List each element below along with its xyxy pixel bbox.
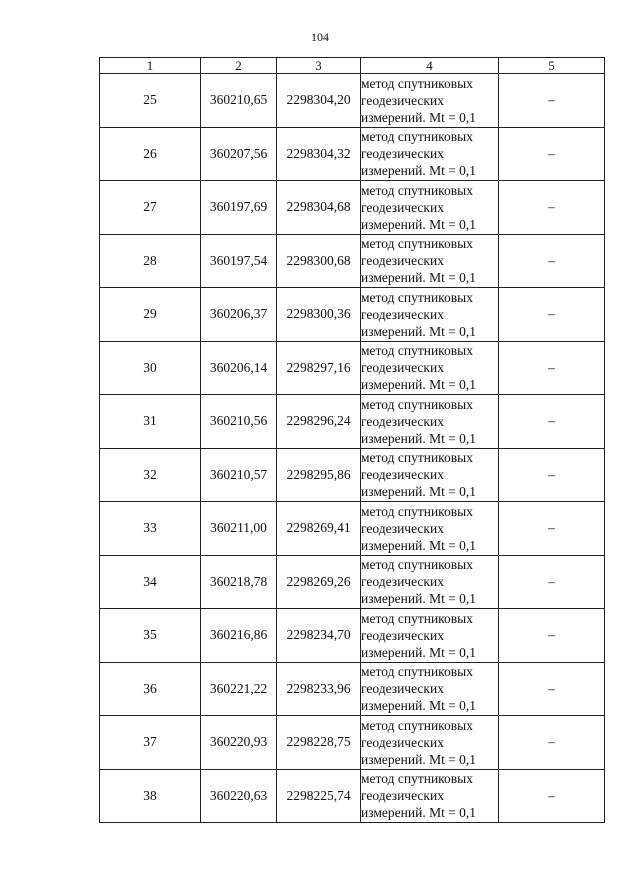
method-line: метод спутниковых bbox=[361, 182, 473, 198]
method-cell bbox=[361, 502, 499, 556]
y-coordinate-cell: 2298297,16 bbox=[277, 341, 361, 395]
x-coordinate-cell: 360211,00 bbox=[201, 502, 277, 556]
method-line: метод спутниковых bbox=[361, 771, 473, 787]
method-line: геодезических bbox=[361, 306, 444, 322]
note-cell: – bbox=[499, 609, 605, 663]
x-coordinate-cell: 360207,56 bbox=[201, 127, 277, 181]
table-row bbox=[100, 555, 605, 609]
table-row bbox=[100, 769, 605, 823]
y-coordinate-cell: 2298304,68 bbox=[277, 181, 361, 235]
note-cell: – bbox=[499, 769, 605, 823]
method-cell bbox=[361, 74, 499, 128]
x-coordinate-cell: 360210,56 bbox=[201, 395, 277, 449]
x-coordinate-cell: 360216,86 bbox=[201, 609, 277, 663]
method-line: метод спутниковых bbox=[361, 557, 473, 573]
column-header-2: 2 bbox=[201, 58, 277, 74]
table-row bbox=[100, 395, 605, 449]
method-line: измерений. Mt = 0,1 bbox=[361, 698, 477, 714]
y-coordinate-cell: 2298300,68 bbox=[277, 234, 361, 288]
x-coordinate-cell: 360220,93 bbox=[201, 716, 277, 770]
point-number-cell: 33 bbox=[100, 502, 201, 556]
note-cell: – bbox=[499, 234, 605, 288]
point-number-cell: 38 bbox=[100, 769, 201, 823]
method-line: геодезических bbox=[361, 788, 444, 804]
table-header bbox=[100, 58, 605, 74]
method-cell bbox=[361, 555, 499, 609]
table-row bbox=[100, 609, 605, 663]
note-cell: – bbox=[499, 448, 605, 502]
point-number-cell: 28 bbox=[100, 234, 201, 288]
y-coordinate-cell: 2298233,96 bbox=[277, 662, 361, 716]
method-line: метод спутниковых bbox=[361, 129, 473, 145]
method-line: измерений. Mt = 0,1 bbox=[361, 751, 477, 767]
method-line: метод спутниковых bbox=[361, 610, 473, 626]
method-line: геодезических bbox=[361, 681, 444, 697]
method-line: измерений. Mt = 0,1 bbox=[361, 644, 477, 660]
method-line: метод спутниковых bbox=[361, 236, 473, 252]
method-line: измерений. Mt = 0,1 bbox=[361, 537, 477, 553]
method-line: геодезических bbox=[361, 360, 444, 376]
method-line: измерений. Mt = 0,1 bbox=[361, 805, 477, 821]
point-number-cell: 26 bbox=[100, 127, 201, 181]
column-header-5: 5 bbox=[499, 58, 605, 74]
header-row bbox=[100, 58, 605, 74]
method-line: измерений. Mt = 0,1 bbox=[361, 270, 477, 286]
point-number-cell: 30 bbox=[100, 341, 201, 395]
note-cell: – bbox=[499, 716, 605, 770]
y-coordinate-cell: 2298269,26 bbox=[277, 555, 361, 609]
method-cell bbox=[361, 127, 499, 181]
y-coordinate-cell: 2298225,74 bbox=[277, 769, 361, 823]
method-cell bbox=[361, 181, 499, 235]
note-cell: – bbox=[499, 181, 605, 235]
method-line: измерений. Mt = 0,1 bbox=[361, 591, 477, 607]
point-number-cell: 34 bbox=[100, 555, 201, 609]
method-line: геодезических bbox=[361, 520, 444, 536]
point-number-cell: 32 bbox=[100, 448, 201, 502]
column-header-4: 4 bbox=[361, 58, 499, 74]
x-coordinate-cell: 360210,57 bbox=[201, 448, 277, 502]
x-coordinate-cell: 360210,65 bbox=[201, 74, 277, 128]
note-cell: – bbox=[499, 662, 605, 716]
method-line: геодезических bbox=[361, 253, 444, 269]
table-row bbox=[100, 288, 605, 342]
method-line: геодезических bbox=[361, 627, 444, 643]
method-line: геодезических bbox=[361, 199, 444, 215]
column-header-1: 1 bbox=[100, 58, 201, 74]
point-number-cell: 37 bbox=[100, 716, 201, 770]
table-row bbox=[100, 502, 605, 556]
page-number: 104 bbox=[311, 30, 329, 44]
point-number-cell: 27 bbox=[100, 181, 201, 235]
y-coordinate-cell: 2298296,24 bbox=[277, 395, 361, 449]
point-number-cell: 25 bbox=[100, 74, 201, 128]
point-number-cell: 35 bbox=[100, 609, 201, 663]
method-line: геодезических bbox=[361, 92, 444, 108]
method-line: измерений. Mt = 0,1 bbox=[361, 109, 477, 125]
x-coordinate-cell: 360197,54 bbox=[201, 234, 277, 288]
table-row bbox=[100, 127, 605, 181]
method-line: метод спутниковых bbox=[361, 717, 473, 733]
method-cell bbox=[361, 288, 499, 342]
method-line: геодезических bbox=[361, 734, 444, 750]
column-header-3: 3 bbox=[277, 58, 361, 74]
table-row bbox=[100, 716, 605, 770]
method-line: измерений. Mt = 0,1 bbox=[361, 163, 477, 179]
table-body bbox=[100, 74, 605, 823]
point-number-cell: 29 bbox=[100, 288, 201, 342]
method-cell bbox=[361, 341, 499, 395]
method-line: геодезических bbox=[361, 146, 444, 162]
note-cell: – bbox=[499, 395, 605, 449]
note-cell: – bbox=[499, 341, 605, 395]
method-cell bbox=[361, 395, 499, 449]
method-cell bbox=[361, 609, 499, 663]
table-row bbox=[100, 341, 605, 395]
y-coordinate-cell: 2298234,70 bbox=[277, 609, 361, 663]
method-line: метод спутниковых bbox=[361, 75, 473, 91]
method-cell bbox=[361, 716, 499, 770]
y-coordinate-cell: 2298304,20 bbox=[277, 74, 361, 128]
coordinates-table bbox=[99, 57, 605, 823]
x-coordinate-cell: 360206,37 bbox=[201, 288, 277, 342]
note-cell: – bbox=[499, 502, 605, 556]
method-line: геодезических bbox=[361, 574, 444, 590]
method-line: измерений. Mt = 0,1 bbox=[361, 216, 477, 232]
x-coordinate-cell: 360206,14 bbox=[201, 341, 277, 395]
table-row bbox=[100, 662, 605, 716]
x-coordinate-cell: 360197,69 bbox=[201, 181, 277, 235]
method-line: метод спутниковых bbox=[361, 396, 473, 412]
y-coordinate-cell: 2298295,86 bbox=[277, 448, 361, 502]
x-coordinate-cell: 360221,22 bbox=[201, 662, 277, 716]
method-line: метод спутниковых bbox=[361, 289, 473, 305]
method-cell bbox=[361, 234, 499, 288]
method-cell bbox=[361, 662, 499, 716]
method-line: измерений. Mt = 0,1 bbox=[361, 323, 477, 339]
y-coordinate-cell: 2298269,41 bbox=[277, 502, 361, 556]
x-coordinate-cell: 360220,63 bbox=[201, 769, 277, 823]
point-number-cell: 36 bbox=[100, 662, 201, 716]
method-cell bbox=[361, 448, 499, 502]
method-line: геодезических bbox=[361, 467, 444, 483]
method-line: измерений. Mt = 0,1 bbox=[361, 377, 477, 393]
method-line: геодезических bbox=[361, 413, 444, 429]
method-cell bbox=[361, 769, 499, 823]
method-line: измерений. Mt = 0,1 bbox=[361, 484, 477, 500]
table-row bbox=[100, 448, 605, 502]
table-row bbox=[100, 181, 605, 235]
note-cell: – bbox=[499, 127, 605, 181]
x-coordinate-cell: 360218,78 bbox=[201, 555, 277, 609]
note-cell: – bbox=[499, 288, 605, 342]
method-line: метод спутниковых bbox=[361, 450, 473, 466]
y-coordinate-cell: 2298304,32 bbox=[277, 127, 361, 181]
method-line: метод спутниковых bbox=[361, 503, 473, 519]
note-cell: – bbox=[499, 74, 605, 128]
point-number-cell: 31 bbox=[100, 395, 201, 449]
y-coordinate-cell: 2298228,75 bbox=[277, 716, 361, 770]
method-line: измерений. Mt = 0,1 bbox=[361, 430, 477, 446]
note-cell: – bbox=[499, 555, 605, 609]
y-coordinate-cell: 2298300,36 bbox=[277, 288, 361, 342]
method-line: метод спутниковых bbox=[361, 343, 473, 359]
table-row bbox=[100, 74, 605, 128]
method-line: метод спутниковых bbox=[361, 664, 473, 680]
table-row bbox=[100, 234, 605, 288]
